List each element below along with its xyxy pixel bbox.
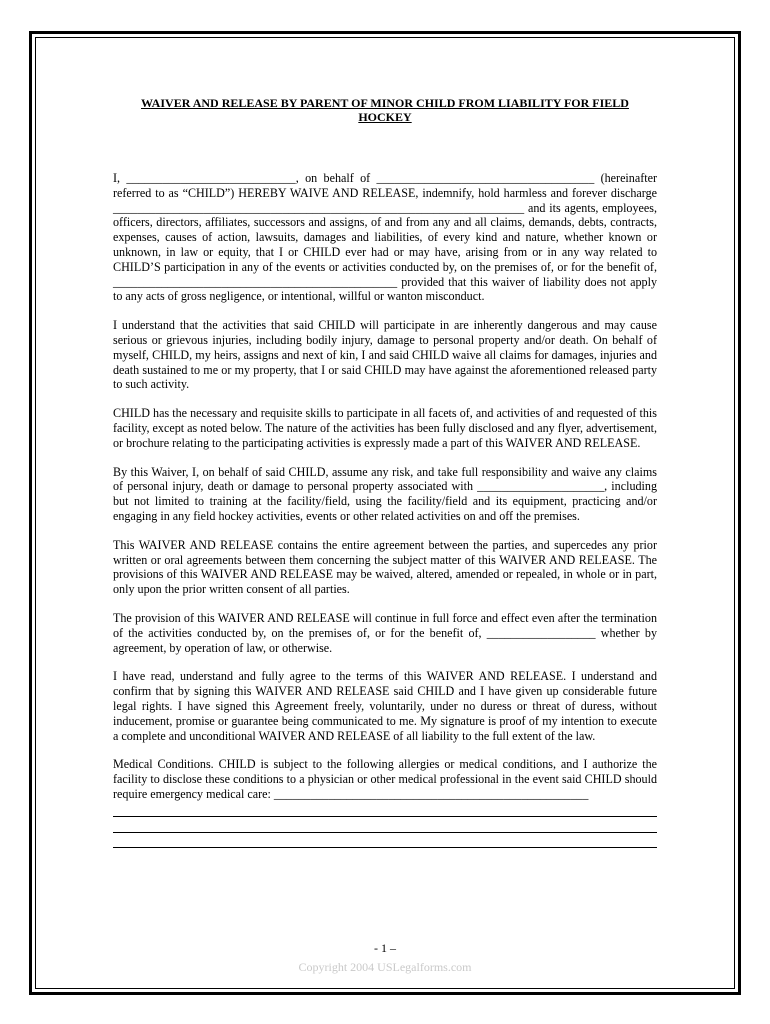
document-title: WAIVER AND RELEASE BY PARENT OF MINOR CHILD FROM LIABILITY FOR FIELD HOCKEY [141, 96, 629, 124]
medical-conditions-line[interactable] [113, 802, 657, 818]
paragraph-medical-conditions: Medical Conditions. CHILD is subject to the following allergies or medical conditions, and I authorize the facility to disclose these conditions to a physician or other medical professional in the event said CHILD should require emergency medical care: ____________________________________________________ [113, 757, 657, 801]
paragraph-continuation: The provision of this WAIVER AND RELEASE will continue in full force and effect even after the termination of the activities conducted by, on the premises of, or for the benefit of, __________________ whether by agreement, by operation of law, or otherwise. [113, 610, 657, 655]
copyright-notice: Copyright 2004 USLegalforms.com [298, 960, 472, 974]
document-body [113, 96, 657, 848]
paragraph-inherent-danger: I understand that the activities that said CHILD will participate in are inherently dangerous and may cause serious or grievous injuries, including bodily injury, damage to personal property and/or death. On behalf of myself, CHILD, my heirs, assigns and next of kin, I and said CHILD waive all claims for damages, injuries and death sustained to me or my property, that I or said CHILD may have against the aforementioned released party to such activity. [113, 318, 657, 392]
paragraph-assume-risk: By this Waiver, I, on behalf of said CHILD, assume any risk, and take full responsibility and waive any claims of personal injury, death or damage to personal property associated with _____________________, including but not limited to training at the facility/field, using the facility/field and its equipment, practicing and/or engaging in any field hockey activities, events or other related activities on and off the premises. [113, 464, 657, 523]
paragraph-acknowledgement: I have read, understand and fully agree to the terms of this WAIVER AND RELEASE. I understand and confirm that by signing this WAIVER AND RELEASE said CHILD and I have given up considerable future legal rights. I have signed this Agreement freely, voluntarily, under no duress or threat of duress, without inducement, promise or guarantee being communicated to me. My signature is proof of my intention to execute a complete and unconditional WAIVER AND RELEASE of all liability to the full extent of the law. [113, 669, 657, 743]
medical-conditions-line[interactable] [113, 817, 657, 833]
paragraph-entire-agreement: This WAIVER AND RELEASE contains the entire agreement between the parties, and supercedes any prior written or oral agreements between them concerning the subject matter of this WAIVER AND RELEASE. The provisions of this WAIVER AND RELEASE may be waived, altered, amended or repealed, in whole or in part, only upon the prior written consent of all parties. [113, 537, 657, 597]
medical-conditions-line[interactable] [113, 833, 657, 849]
paragraph-requisite-skills: CHILD has the necessary and requisite skills to participate in all facets of, and activities of and requested of this facility, except as noted below. The nature of the activities has been fully disclosed and any flyer, advertisement, or brochure relating to the participating activities is expressly made a part of this WAIVER AND RELEASE. [113, 406, 657, 450]
page-number: - 1 – [374, 941, 396, 955]
paragraph-waiver-release: I, ____________________________, on behalf of ____________________________________ (hereinafter referred to as “CHILD”) HEREBY WAIVE AND RELEASE, indemnify, hold harmless and forever discharge ____________________________________________________________________ and its agents, employees, officers, directors, affiliates, successors and assigns, of and from any and all claims, demands, debts, contracts, expenses, causes of action, lawsuits, damages and liabilities, of every kind and nature, whether known or unknown, in law or equity, that I or CHILD ever had or may have, arising from or in any way related to CHILD’S participation in any of the events or activities conducted by, on the premises of, or for the benefit of, _______________________________________________ provided that this waiver of liability does not apply to any acts of gross negligence, or intentional, willful or wanton misconduct. [113, 171, 657, 304]
